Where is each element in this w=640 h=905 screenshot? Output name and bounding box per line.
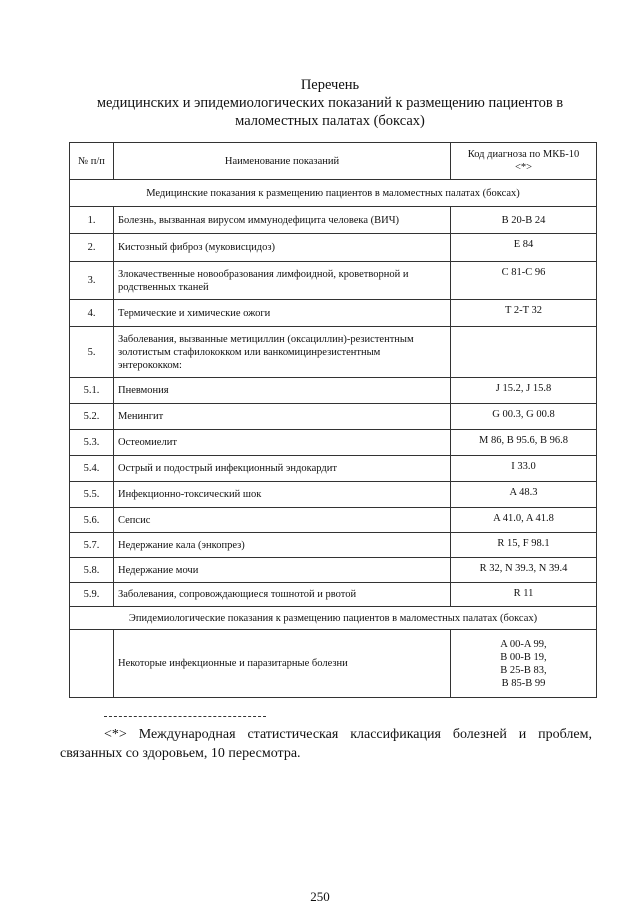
table-row [70, 430, 597, 456]
row-name: Пневмония [114, 378, 451, 404]
indications-table [69, 142, 597, 698]
header-code: Код диагноза по МКБ-10 <*> [451, 143, 597, 180]
section-row-medical [70, 180, 597, 207]
table-row [70, 378, 597, 404]
header-num: № п/п [70, 143, 114, 180]
row-code: E 84 [451, 234, 597, 262]
title-line-3: маломестных палатах (боксах) [235, 113, 425, 129]
footnote-divider [104, 716, 266, 717]
row-name: Термические и химические ожоги [114, 300, 451, 327]
row-num [70, 630, 114, 698]
row-code: A 00-A 99, B 00-B 19, B 25-B 83, B 85-B 99 [451, 630, 597, 698]
row-num: 2. [70, 234, 114, 262]
row-num: 5.4. [70, 456, 114, 482]
table-row [70, 630, 597, 698]
row-code: A 48.3 [451, 482, 597, 508]
row-num: 5.6. [70, 508, 114, 533]
row-num: 5.8. [70, 558, 114, 583]
row-code: J 15.2, J 15.8 [451, 378, 597, 404]
section-epidemiological: Эпидемиологические показания к размещению пациентов в маломестных палатах (боксах) [70, 607, 597, 630]
row-num: 5. [70, 327, 114, 378]
row-num: 5.7. [70, 533, 114, 558]
table-row [70, 327, 597, 378]
row-num: 5.9. [70, 583, 114, 607]
title-line-1: Перечень [300, 77, 360, 93]
row-name: Сепсис [114, 508, 451, 533]
row-code: R 32, N 39.3, N 39.4 [451, 558, 597, 583]
section-medical: Медицинские показания к размещению пациентов в маломестных палатах (боксах) [70, 180, 597, 207]
row-num: 5.1. [70, 378, 114, 404]
title-line-2: медицинских и эпидемиологических показаний к размещению пациентов в [96, 95, 564, 111]
row-code: A 41.0, A 41.8 [451, 508, 597, 533]
row-name: Недержание мочи [114, 558, 451, 583]
row-code: G 00.3, G 00.8 [451, 404, 597, 430]
table-row [70, 533, 597, 558]
row-num: 1. [70, 207, 114, 234]
row-num: 5.3. [70, 430, 114, 456]
table-row [70, 482, 597, 508]
row-name: Кистозный фиброз (муковисцидоз) [114, 234, 451, 262]
row-name: Злокачественные новообразования лимфоидной, кроветворной и родственных тканей [114, 262, 451, 300]
row-code: B 20-B 24 [451, 207, 597, 234]
table-row [70, 558, 597, 583]
row-code: R 15, F 98.1 [451, 533, 597, 558]
table-row [70, 404, 597, 430]
section-row-epidemiological [70, 607, 597, 630]
row-code: R 11 [451, 583, 597, 607]
row-name: Некоторые инфекционные и паразитарные болезни [114, 630, 451, 698]
row-name: Инфекционно-токсический шок [114, 482, 451, 508]
row-name: Заболевания, вызванные метициллин (оксациллин)-резистентным золотистым стафилококком или ванкомицинрезистентным энтерококком: [114, 327, 451, 378]
row-num: 5.2. [70, 404, 114, 430]
row-name: Острый и подострый инфекционный эндокардит [114, 456, 451, 482]
table-row [70, 300, 597, 327]
table-row [70, 262, 597, 300]
row-name: Остеомиелит [114, 430, 451, 456]
row-code: M 86, B 95.6, B 96.8 [451, 430, 597, 456]
row-num: 5.5. [70, 482, 114, 508]
row-code [451, 327, 597, 378]
row-code: C 81-C 96 [451, 262, 597, 300]
table-row [70, 456, 597, 482]
table-row [70, 508, 597, 533]
table-header-row [70, 143, 597, 180]
row-code: T 2-T 32 [451, 300, 597, 327]
document-title [60, 76, 600, 130]
table-row [70, 583, 597, 607]
header-name: Наименование показаний [114, 143, 451, 180]
row-code: I 33.0 [451, 456, 597, 482]
row-name: Недержание кала (энкопрез) [114, 533, 451, 558]
row-num: 3. [70, 262, 114, 300]
row-name: Менингит [114, 404, 451, 430]
page-number: 250 [310, 889, 330, 904]
footnote: <*> Международная статистическая классификация болезней и проблем, связанных со здоровьем, 10 пересмотра. [60, 727, 592, 761]
table-row [70, 207, 597, 234]
row-name: Заболевания, сопровождающиеся тошнотой и рвотой [114, 583, 451, 607]
row-name: Болезнь, вызванная вирусом иммунодефицита человека (ВИЧ) [114, 207, 451, 234]
table-row [70, 234, 597, 262]
row-num: 4. [70, 300, 114, 327]
